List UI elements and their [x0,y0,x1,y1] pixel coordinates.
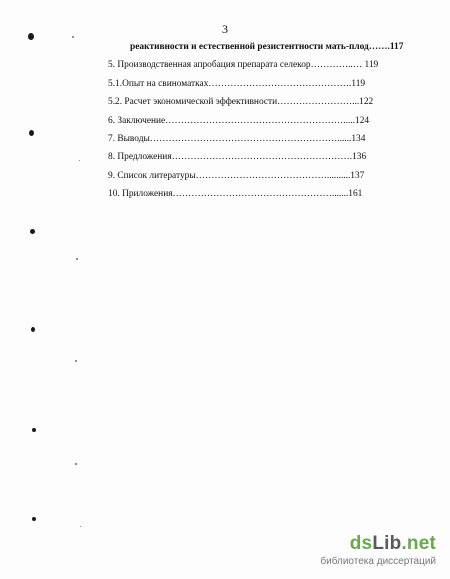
scan-speck [76,258,78,260]
toc-entry-7: 7. Выводы……………………………………………………......134 [108,133,366,144]
toc-entry-6: 6. Заключение………………………………………………….....124 [108,115,370,126]
toc-entry-5-2: 5.2. Расчет экономической эффективности……………………...122 [108,97,374,108]
punch-hole-mark [28,33,34,40]
punch-hole-mark [32,517,36,521]
punch-hole-mark [32,428,36,432]
scan-speck [72,36,74,38]
punch-hole-mark [30,229,35,234]
punch-hole-mark [29,130,34,136]
scan-speck [75,463,77,465]
toc-entry-continuation: реактивности и естественной резистентности мать-плод…….117 [130,42,404,52]
toc-entry-5: 5. Производственная апробация препарата селекор…………..… 119 [108,60,379,71]
punch-hole-mark [31,327,35,332]
scan-speck [79,160,80,161]
toc-entry-9: 9. Список литературы……………………………………..........137 [108,170,365,181]
table-of-contents [108,38,420,204]
toc-entry-8: 8. Предложения………………………………………………….136 [108,152,367,163]
toc-entry-10: 10. Приложения…………………………………………….......161 [108,189,363,200]
dslib-logo: dsLib.net [349,533,436,554]
scan-speck [80,526,81,527]
page-number: 3 [222,22,228,36]
dslib-watermark [288,533,436,573]
scan-speck [75,360,77,362]
watermark-caption: библиотека диссертаций [320,556,436,567]
toc-entry-5-1: 5.1.Опыт на свиноматках……………………………………….119 [108,78,366,89]
